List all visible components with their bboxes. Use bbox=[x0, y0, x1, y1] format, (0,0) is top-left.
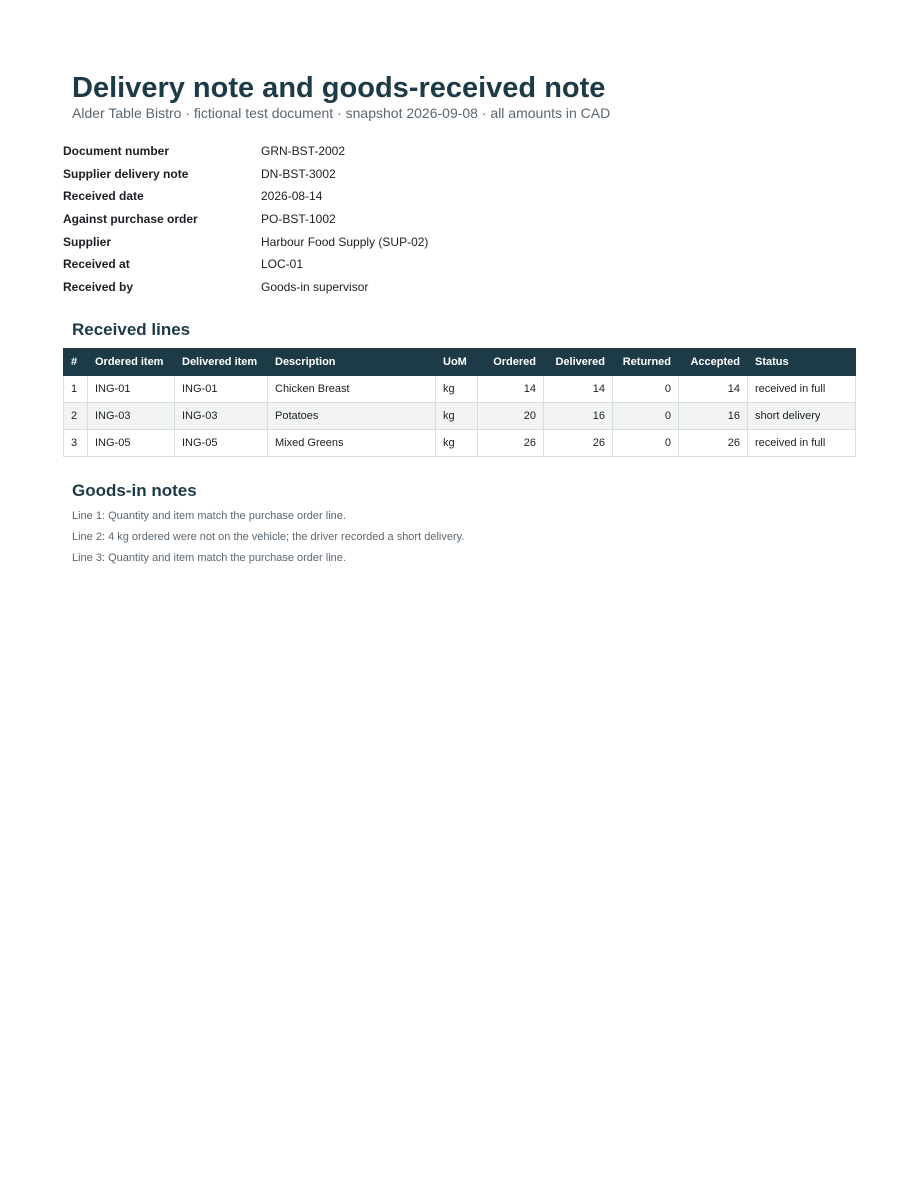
list-item: Line 3: Quantity and item match the purchase order line. bbox=[72, 552, 346, 564]
detail-label: Supplier delivery note bbox=[63, 166, 189, 181]
column-header-delivered: Delivered bbox=[544, 349, 613, 376]
list-item: Line 2: 4 kg ordered were not on the vehicle; the driver recorded a short delivery. bbox=[72, 531, 465, 543]
cell-delivered-item: ING-01 bbox=[175, 376, 268, 403]
cell-description: Mixed Greens bbox=[268, 430, 436, 457]
list-item: Line 1: Quantity and item match the purchase order line. bbox=[72, 510, 346, 522]
cell-ordered: 14 bbox=[478, 376, 544, 403]
cell-returned: 0 bbox=[613, 403, 679, 430]
cell-description: Chicken Breast bbox=[268, 376, 436, 403]
cell-returned: 0 bbox=[613, 430, 679, 457]
cell-line-number: 2 bbox=[64, 403, 88, 430]
detail-row-document-number bbox=[63, 140, 428, 163]
cell-ordered: 20 bbox=[478, 403, 544, 430]
cell-delivered: 14 bbox=[544, 376, 613, 403]
detail-row-received-date bbox=[63, 185, 428, 208]
detail-value: Harbour Food Supply (SUP-02) bbox=[261, 234, 429, 249]
detail-label: Document number bbox=[63, 144, 170, 159]
goods-in-notes-heading: Goods-in notes bbox=[72, 481, 197, 500]
cell-status: short delivery bbox=[748, 403, 856, 430]
detail-value: Goods-in supervisor bbox=[261, 279, 369, 294]
cell-returned: 0 bbox=[613, 376, 679, 403]
cell-delivered: 16 bbox=[544, 403, 613, 430]
detail-row-received-by bbox=[63, 276, 428, 299]
cell-delivered-item: ING-03 bbox=[175, 403, 268, 430]
detail-row-supplier-delivery-note bbox=[63, 163, 428, 186]
column-header-uom: UoM bbox=[436, 349, 478, 376]
column-header-returned: Returned bbox=[613, 349, 679, 376]
column-header-delivered-item: Delivered item bbox=[175, 349, 268, 376]
cell-status: received in full bbox=[748, 376, 856, 403]
table-row bbox=[64, 376, 856, 403]
cell-uom: kg bbox=[436, 376, 478, 403]
column-header-description: Description bbox=[268, 349, 436, 376]
cell-line-number: 3 bbox=[64, 430, 88, 457]
column-header-ordered: Ordered bbox=[478, 349, 544, 376]
cell-ordered-item: ING-03 bbox=[88, 403, 175, 430]
received-lines-heading: Received lines bbox=[72, 320, 191, 339]
goods-in-notes-list bbox=[72, 509, 464, 572]
cell-status: received in full bbox=[748, 430, 856, 457]
cell-delivered-item: ING-05 bbox=[175, 430, 268, 457]
cell-uom: kg bbox=[436, 430, 478, 457]
table-row bbox=[64, 403, 856, 430]
cell-ordered-item: ING-01 bbox=[88, 376, 175, 403]
detail-label: Against purchase order bbox=[63, 212, 198, 227]
column-header-status: Status bbox=[748, 349, 856, 376]
cell-description: Potatoes bbox=[268, 403, 436, 430]
cell-accepted: 16 bbox=[679, 403, 748, 430]
detail-row-purchase-order bbox=[63, 208, 428, 231]
table-header-row bbox=[64, 349, 856, 376]
detail-value: GRN-BST-2002 bbox=[261, 144, 346, 159]
detail-value: LOC-01 bbox=[261, 257, 304, 272]
column-header-accepted: Accepted bbox=[679, 349, 748, 376]
cell-uom: kg bbox=[436, 403, 478, 430]
document-subtitle: Alder Table Bistro · fictional test document · snapshot 2026-09-08 · all amounts in CAD bbox=[72, 105, 611, 121]
table-row bbox=[64, 430, 856, 457]
cell-ordered: 26 bbox=[478, 430, 544, 457]
cell-delivered: 26 bbox=[544, 430, 613, 457]
column-header-ordered-item: Ordered item bbox=[88, 349, 175, 376]
detail-value: 2026-08-14 bbox=[261, 189, 323, 204]
received-lines-table bbox=[63, 348, 856, 457]
cell-ordered-item: ING-05 bbox=[88, 430, 175, 457]
detail-label: Received at bbox=[63, 257, 130, 272]
detail-label: Supplier bbox=[63, 234, 112, 249]
cell-accepted: 26 bbox=[679, 430, 748, 457]
detail-value: PO-BST-1002 bbox=[261, 212, 336, 227]
detail-row-supplier bbox=[63, 230, 428, 253]
detail-label: Received date bbox=[63, 189, 144, 204]
detail-label: Received by bbox=[63, 279, 134, 294]
cell-accepted: 14 bbox=[679, 376, 748, 403]
detail-row-received-at bbox=[63, 253, 428, 276]
cell-line-number: 1 bbox=[64, 376, 88, 403]
detail-value: DN-BST-3002 bbox=[261, 166, 336, 181]
document-title: Delivery note and goods-received note bbox=[72, 72, 606, 104]
document-details bbox=[63, 140, 428, 298]
column-header-line-number: # bbox=[64, 349, 88, 376]
